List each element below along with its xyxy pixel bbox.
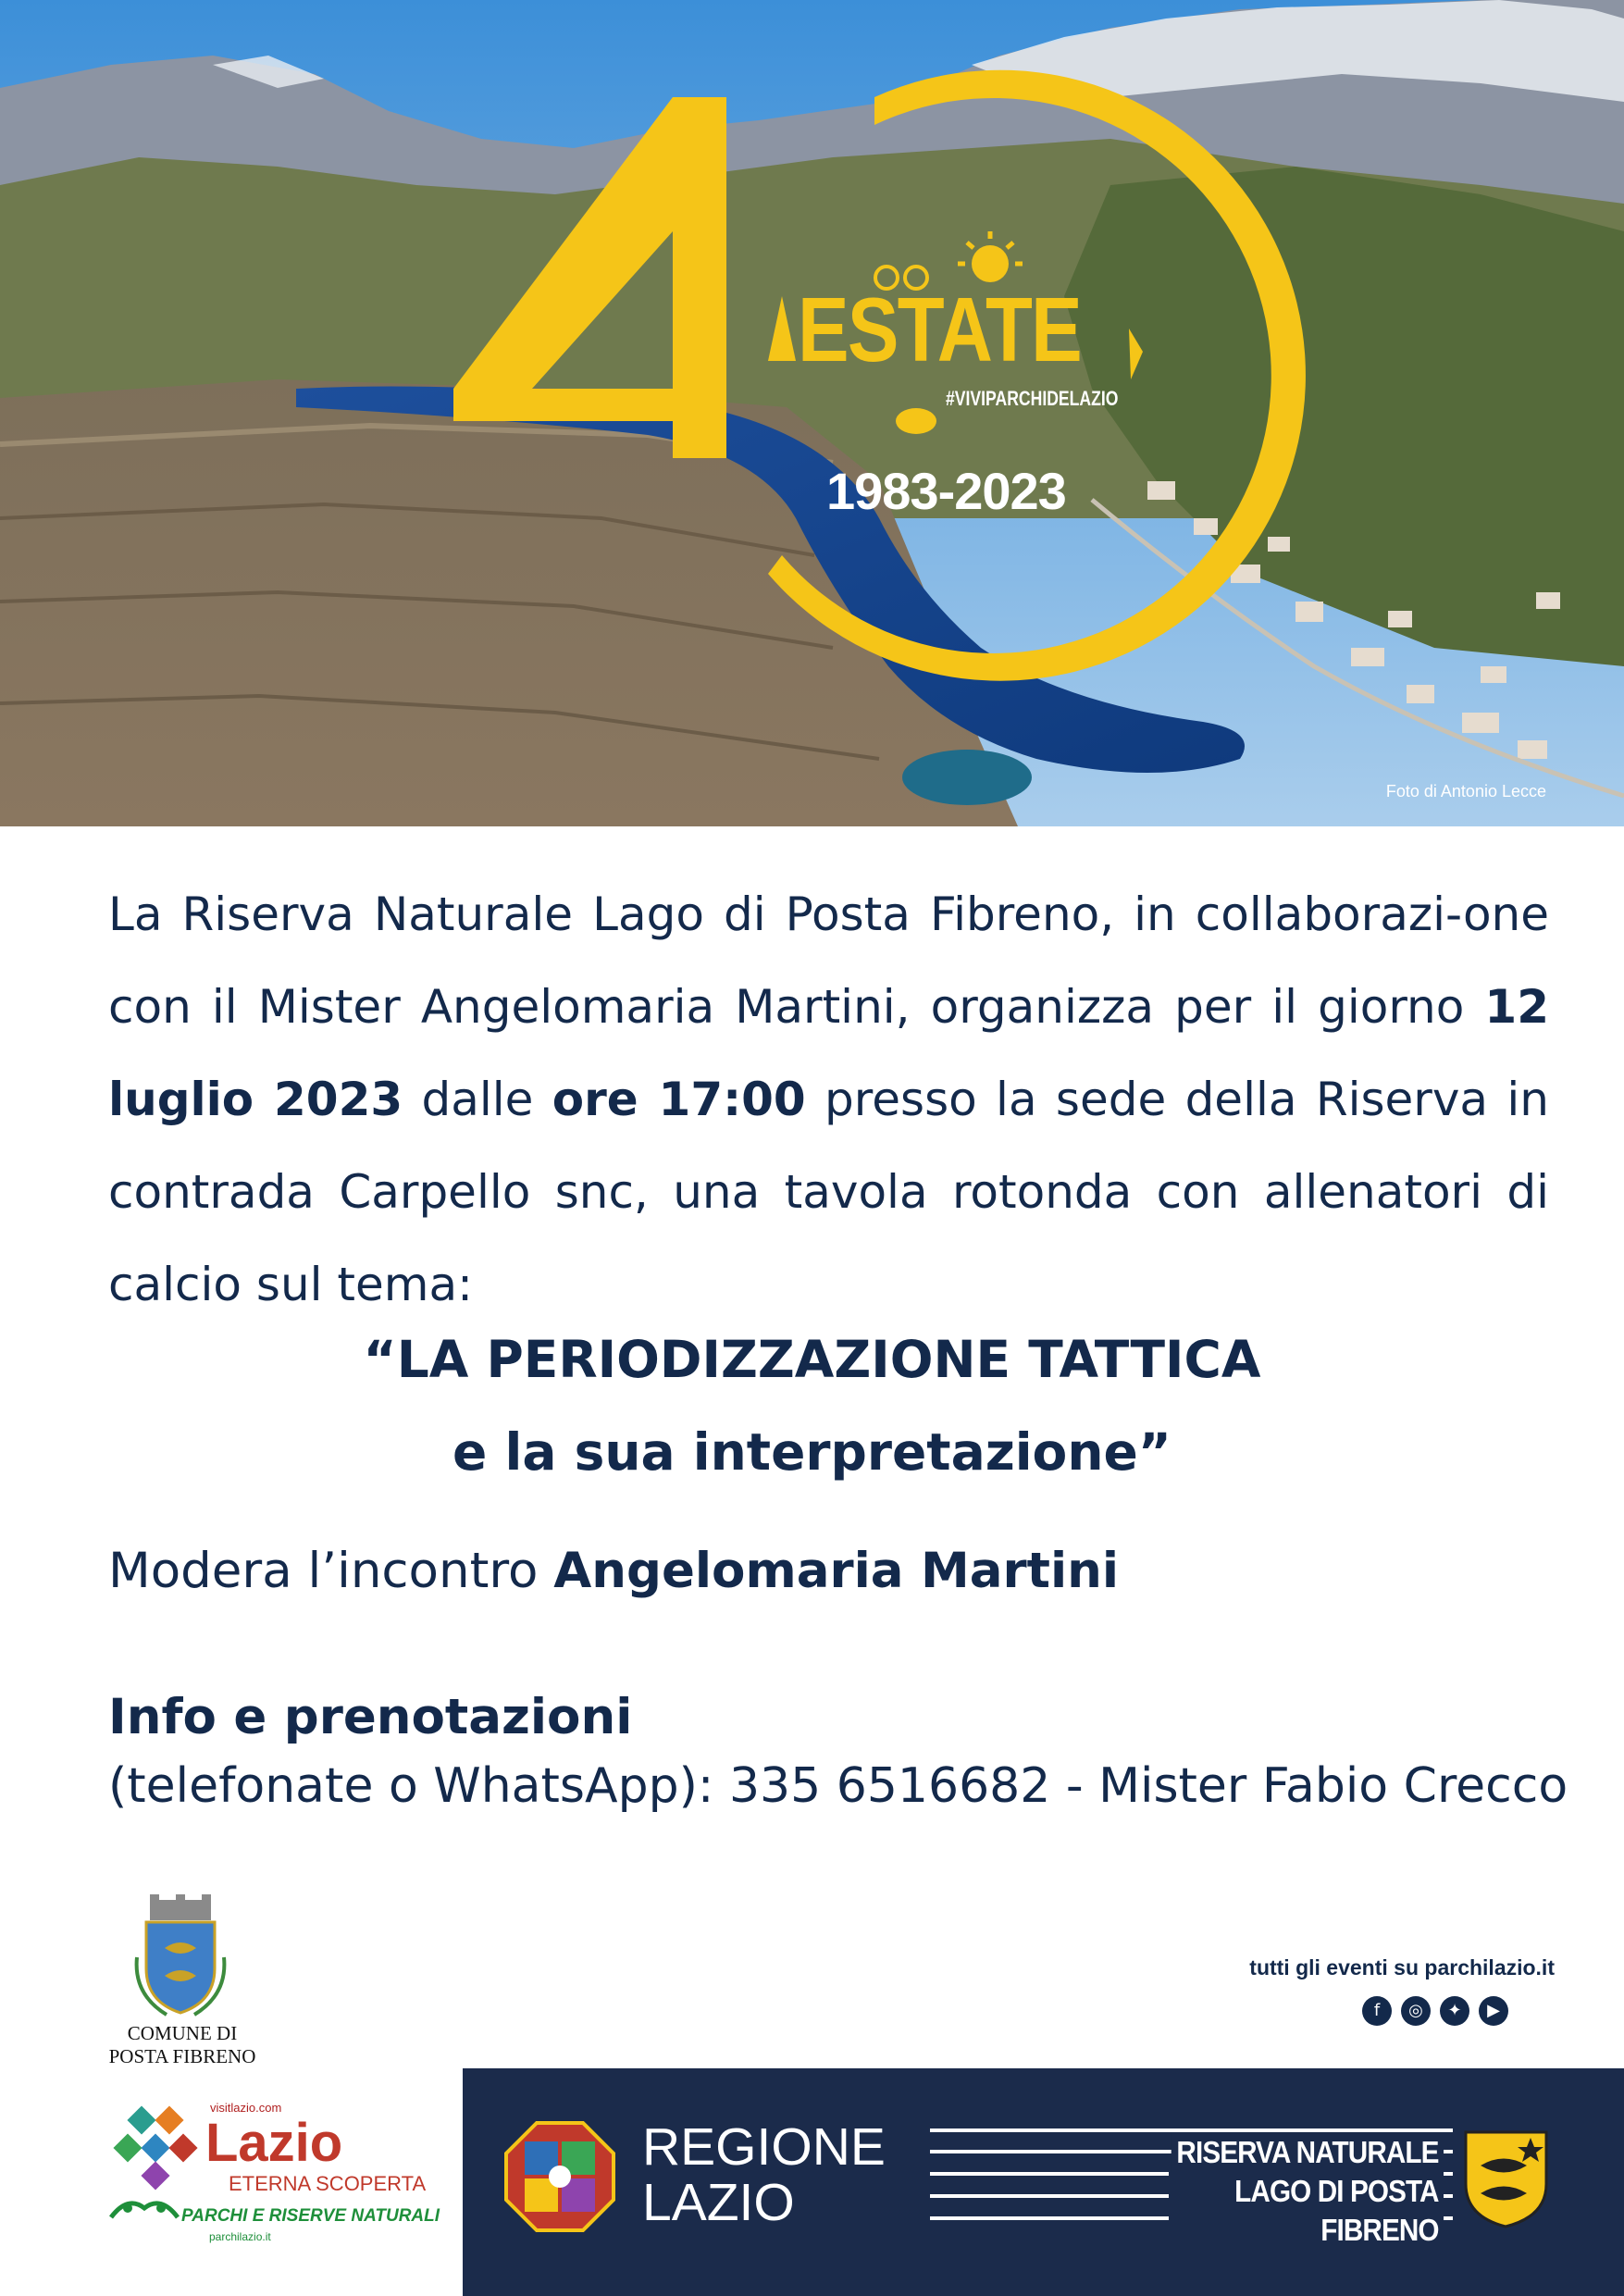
moderator-name: Angelomaria Martini	[553, 1543, 1120, 1599]
youtube-icon[interactable]: ▶	[1479, 1996, 1508, 2026]
regione-line2: LAZIO	[642, 2173, 795, 2232]
landscape-illustration	[0, 0, 1624, 826]
regione-lazio-emblem-icon	[504, 2121, 615, 2232]
events-link[interactable]: tutti gli eventi su parchilazio.it	[1249, 1955, 1555, 1980]
hero-photo	[0, 0, 1624, 826]
event-time: ore 17:00	[552, 1073, 806, 1126]
lazio-tagline: ETERNA SCOPERTA	[229, 2172, 427, 2195]
intro-text-1: La Riserva Naturale Lago di Posta Fibreno, in collaborazi-one con il Mister Angelomaria Martini, organizza per il giorno	[108, 887, 1549, 1034]
estate-label: ESTATE	[798, 279, 1082, 380]
moderator-line	[108, 1543, 1119, 1599]
parchi-label: PARCHI E RISERVE NATURALI	[181, 2206, 440, 2226]
riserva-name	[1169, 2133, 1444, 2250]
lazio-wordmark: Lazio	[205, 2113, 343, 2173]
riserva-line1: RISERVA NATURALE	[1172, 2133, 1444, 2172]
regione-line1: REGIONE	[642, 2117, 886, 2177]
photo-credit: Foto di Antonio Lecce	[1385, 782, 1546, 800]
moderator-label: Modera l’incontro	[108, 1543, 554, 1599]
lazio-mosaic-icon	[108, 2101, 201, 2193]
facebook-icon[interactable]: f	[1362, 1996, 1392, 2026]
comune-line2: POSTA FIBRENO	[108, 2045, 256, 2067]
riserva-shield-icon	[1462, 2128, 1550, 2230]
info-title: Info e prenotazioni	[108, 1689, 633, 1745]
parchi-leaf-icon	[109, 2195, 180, 2223]
social-links	[1362, 1996, 1508, 2026]
riserva-line2: LAGO DI POSTA FIBRENO	[1169, 2172, 1444, 2250]
visitlazio-url: visitlazio.com	[210, 2101, 282, 2115]
intro-text-2: dalle	[403, 1073, 552, 1126]
comune-line1: COMUNE DI	[127, 2022, 238, 2044]
contact-info: (telefonate o WhatsApp): 335 6516682 - Mister Fabio Crecco	[108, 1758, 1568, 1814]
hashtag: #VIVIPARCHIDELAZIO	[946, 387, 1119, 410]
theme-title-line1: “LA PERIODIZZAZIONE TATTICA	[363, 1330, 1261, 1389]
anniversary-years: 1983-2023	[826, 462, 1066, 520]
comune-name	[85, 2022, 279, 2068]
regione-lazio-name	[642, 2119, 886, 2230]
intro-text-3: presso la sede della Riserva in contrada Carpello snc, una tavola rotonda con allenatori di calcio sul tema:	[108, 1073, 1549, 1311]
twitter-icon[interactable]: ✦	[1440, 1996, 1469, 2026]
parchi-url: parchilazio.it	[209, 2230, 271, 2243]
intro-paragraph	[108, 868, 1549, 1331]
event-date: 12 luglio 2023	[108, 980, 1549, 1126]
instagram-icon[interactable]: ◎	[1401, 1996, 1431, 2026]
theme-title-line2: e la sua interpretazione”	[452, 1422, 1172, 1482]
comune-crest-icon	[130, 1893, 231, 2022]
